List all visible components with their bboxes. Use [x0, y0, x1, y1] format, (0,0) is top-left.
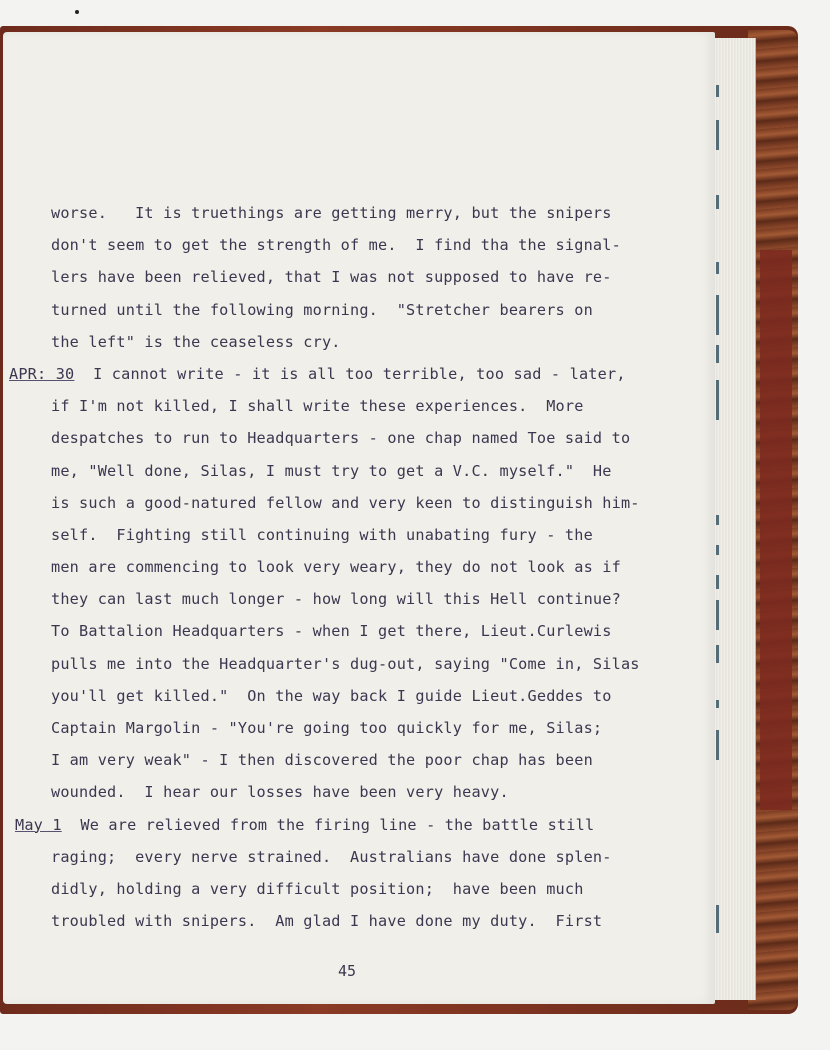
edge-mark	[716, 645, 719, 663]
text-line: they can last much longer - how long will this Hell continue?	[51, 590, 621, 609]
text-line: didly, holding a very difficult position; have been much	[51, 879, 584, 898]
text-line: worse. It is truethings are getting merry, but the snipers	[51, 204, 612, 222]
text-line: self. Fighting still continuing with unabating fury - the	[51, 525, 593, 544]
edge-mark	[716, 380, 719, 420]
text-line: the left" is the ceaseless cry.	[51, 332, 341, 351]
edge-mark	[716, 700, 719, 708]
text-line: men are commencing to look very weary, they do not look as if	[51, 558, 621, 577]
text-line: me, "Well done, Silas, I must try to get a V.C. myself." He	[51, 461, 612, 480]
typed-text	[9, 197, 691, 937]
edge-mark	[716, 515, 719, 525]
edge-mark	[716, 730, 719, 760]
edge-mark	[716, 85, 719, 97]
cover-binding-stripe	[760, 250, 792, 810]
text-line: turned until the following morning. "Stretcher bearers on	[51, 300, 593, 319]
diary-page	[3, 32, 715, 1004]
text-line: Captain Margolin - "You're going too quickly for me, Silas;	[51, 719, 603, 737]
entry-line	[9, 358, 691, 390]
text-line: wounded. I hear our losses have been very heavy.	[51, 783, 509, 802]
text-line: To Battalion Headquarters - when I get there, Lieut.Curlewis	[51, 622, 612, 641]
entry-date: APR: 30	[9, 364, 75, 383]
text-line: you'll get killed." On the way back I guide Lieut.Geddes to	[51, 686, 612, 705]
edge-mark	[716, 295, 719, 335]
text-line: troubled with snipers. Am glad I have done my duty. First	[51, 912, 603, 931]
edge-mark	[716, 575, 719, 589]
edge-mark	[716, 262, 719, 274]
text-line: is such a good-natured fellow and very keen to distinguish him-	[51, 493, 640, 512]
text-line: don't seem to get the strength of me. I find tha the signal-	[51, 236, 621, 255]
entry-line	[15, 809, 691, 841]
text-line: lers have been relieved, that I was not supposed to have re-	[51, 268, 612, 287]
text-line: if I'm not killed, I shall write these experiences. More	[51, 397, 584, 416]
text-span: I cannot write - it is all too terrible, too sad - later,	[74, 364, 626, 383]
text-line: despatches to run to Headquarters - one chap named Toe said to	[51, 429, 631, 448]
speck	[75, 10, 79, 14]
text-line: I am very weak" - I then discovered the poor chap has been	[51, 751, 593, 770]
page-number: 45	[338, 962, 357, 980]
edge-mark	[716, 905, 719, 933]
edge-mark	[716, 545, 719, 555]
text-line: pulls me into the Headquarter's dug-out, saying "Come in, Silas	[51, 654, 640, 673]
text-span: We are relieved from the firing line - the battle still	[61, 815, 595, 834]
edge-mark	[716, 600, 719, 630]
entry-date: May 1	[15, 815, 62, 834]
text-line: raging; every nerve strained. Australians have done splen-	[51, 847, 612, 866]
edge-mark	[716, 345, 719, 363]
edge-mark	[716, 120, 719, 150]
edge-mark	[716, 195, 719, 209]
